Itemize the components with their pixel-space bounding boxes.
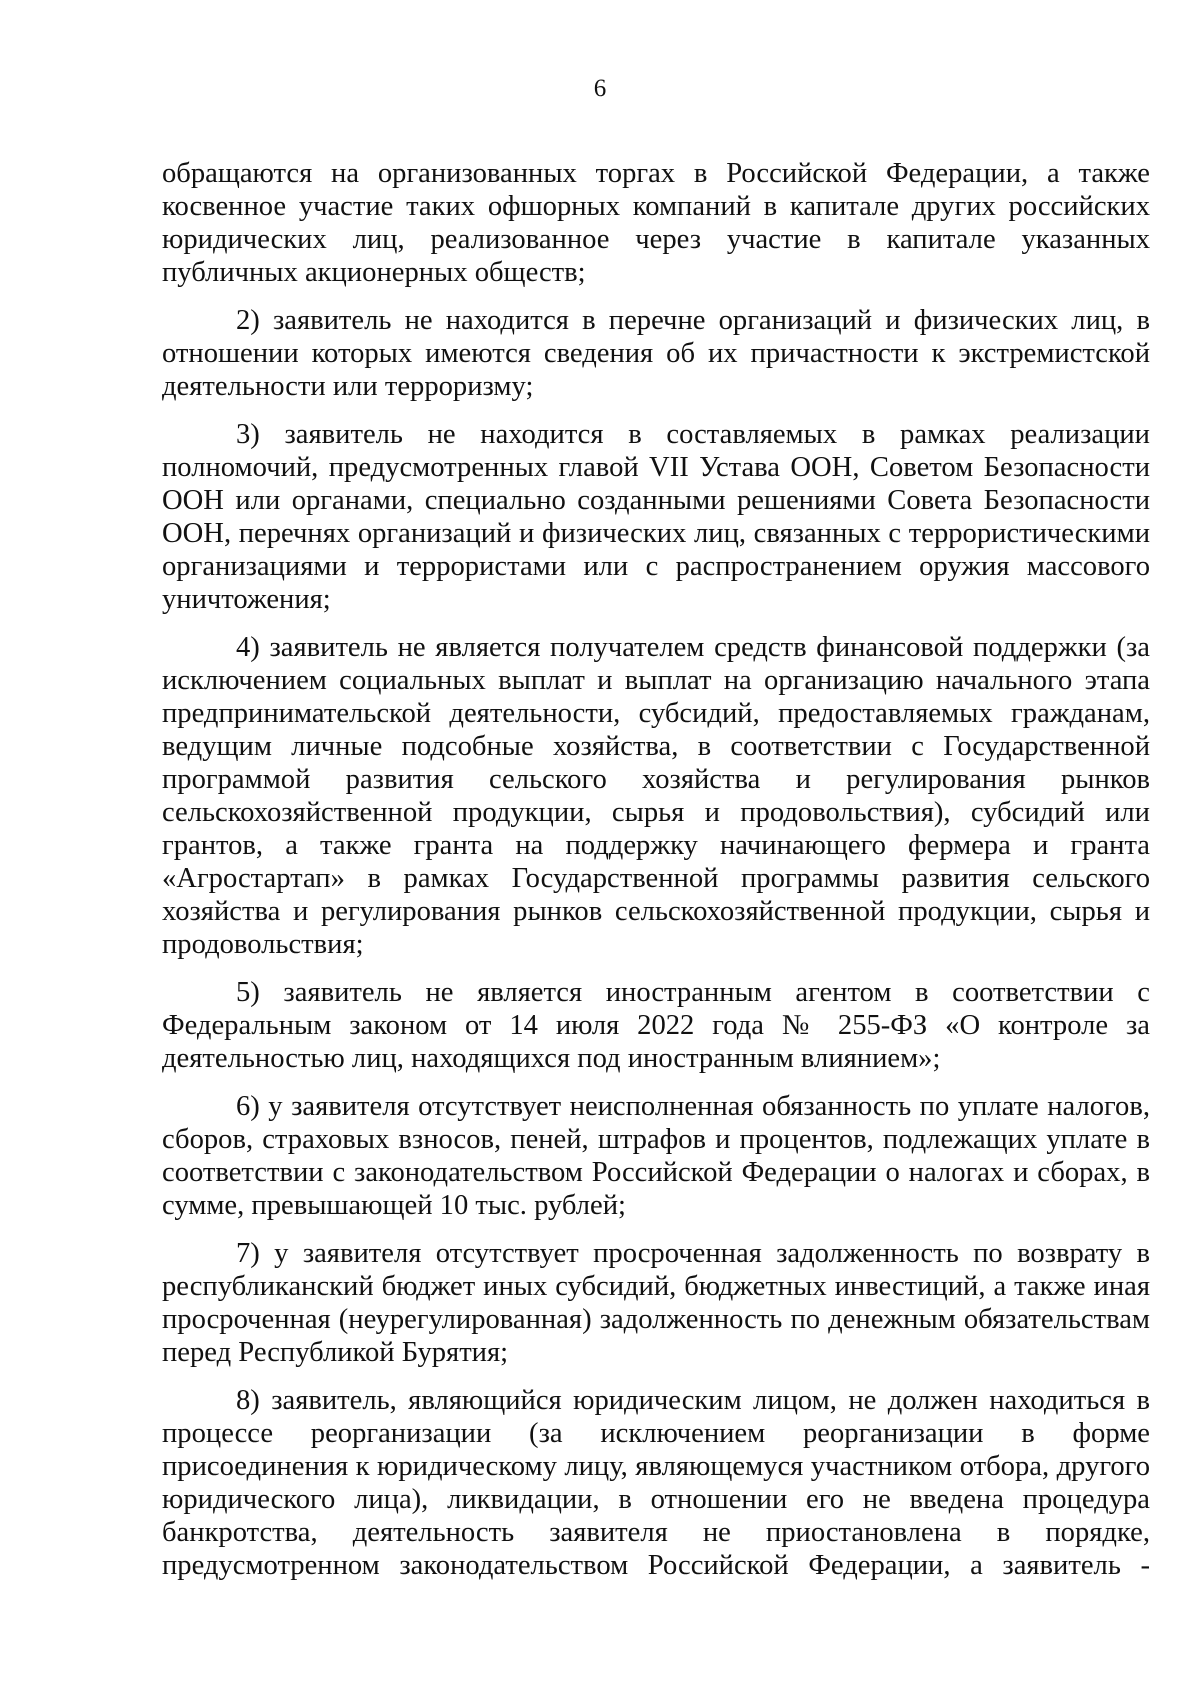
paragraph-item-5: 5) заявитель не является иностранным агентом в соответствии с Федеральным законом от 14 июля 2022 года № 255-ФЗ «О контроле за деятельностью лиц, находящихся под иностранным влиянием»;: [162, 977, 1150, 1074]
paragraph-item-4: 4) заявитель не является получателем средств финансовой поддержки (за исключением социальных выплат и выплат на организацию начального этапа предпринимательской деятельности, субсидий, предоставляемых гражданам, ведущим личные подсобные хозяйства, в соответствии с Государственной программой развития сельского хозяйства и регулирования рынков сельскохозяйственной продукции, сырья и продовольствия), субсидий или грантов, а также гранта на поддержку начинающего фермера и гранта «Агростартап» в рамках Государственной программы развития сельского хозяйства и регулирования рынков сельскохозяйственной продукции, сырья и продовольствия;: [162, 632, 1150, 960]
paragraph-continuation: обращаются на организованных торгах в Российской Федерации, а также косвенное участие таких офшорных компаний в капитале других российских юридических лиц, реализованное через участие в капитале указанных публичных акционерных обществ;: [162, 158, 1150, 288]
document-body: [162, 157, 1150, 1582]
paragraph-item-7: 7) у заявителя отсутствует просроченная задолженность по возврату в республиканский бюджет иных субсидий, бюджетных инвестиций, а также иная просроченная (неурегулированная) задолженность по денежным обязательствам перед Республикой Бурятия;: [162, 1238, 1150, 1368]
page-number: 6: [593, 75, 607, 102]
paragraph-item-6: 6) у заявителя отсутствует неисполненная обязанность по уплате налогов, сборов, страховых взносов, пеней, штрафов и процентов, подлежащих уплате в соответствии с законодательством Российской Федерации о налогах и сборах, в сумме, превышающей 10 тыс. рублей;: [162, 1091, 1150, 1221]
paragraph-item-8: 8) заявитель, являющийся юридическим лицом, не должен находиться в процессе реорганизации (за исключением реорганизации в форме присоединения к юридическому лицу, являющемуся участником отбора, другого юридического лица), ликвидации, в отношении его не введена процедура банкротства, деятельность заявителя не приостановлена в порядке, предусмотренном законодательством Российской Федерации, а заявитель -: [162, 1385, 1150, 1581]
paragraph-item-3: 3) заявитель не находится в составляемых в рамках реализации полномочий, предусмотренных главой VII Устава ООН, Советом Безопасности ООН или органами, специально созданными решениями Совета Безопасности ООН, перечнях организаций и физических лиц, связанных с террористическими организациями и террористами или с распространением оружия массового уничтожения;: [162, 419, 1150, 615]
paragraph-item-2: 2) заявитель не находится в перечне организаций и физических лиц, в отношении которых имеются сведения об их причастности к экстремистской деятельности или терроризму;: [162, 305, 1150, 402]
